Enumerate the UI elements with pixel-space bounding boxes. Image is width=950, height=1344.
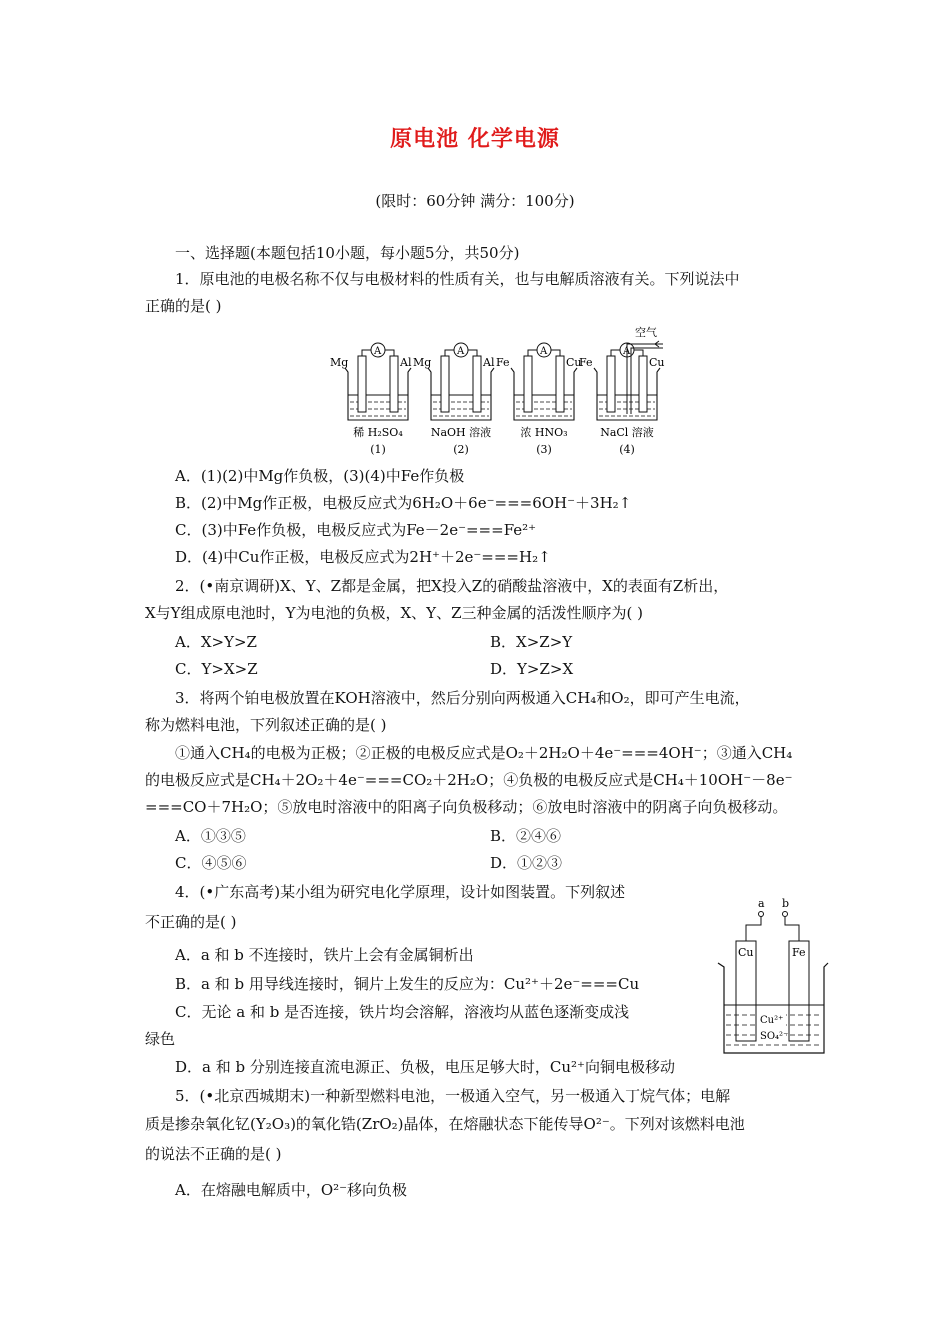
terminal-b-label: b bbox=[782, 897, 790, 910]
cell-right-electrode-label: Al bbox=[400, 356, 412, 369]
cell-wire bbox=[445, 350, 454, 356]
q2-option-a: A．X>Y>Z bbox=[175, 633, 257, 651]
cell-left-electrode bbox=[441, 356, 449, 412]
cell-wire bbox=[385, 350, 394, 356]
q1-stem-line2: 正确的是( ) bbox=[145, 297, 222, 315]
q4-stem-line2: 不正确的是( ) bbox=[145, 913, 237, 931]
q2-option-d: D．Y>Z>X bbox=[490, 660, 574, 678]
cell-number-label: (3) bbox=[536, 443, 552, 456]
terminal-a-label: a bbox=[758, 897, 765, 910]
q3-statement-line2: 的电极反应式是CH₄＋2O₂＋4e⁻===CO₂＋2H₂O；④负极的电极反应式是CH₄＋10OH⁻－8e⁻ bbox=[145, 771, 793, 789]
q1-option-d: D．(4)中Cu作正极，电极反应式为2H⁺＋2e⁻===H₂↑ bbox=[175, 548, 551, 566]
terminal-a-dot bbox=[759, 912, 764, 917]
ammeter-label: A bbox=[374, 346, 382, 357]
air-label: 空气 bbox=[635, 326, 657, 339]
q2-option-b: B．X>Z>Y bbox=[490, 633, 573, 651]
q3-option-a: A．①③⑤ bbox=[175, 827, 246, 845]
wire-a bbox=[746, 917, 761, 941]
cell-right-electrode-label: Cu bbox=[649, 356, 665, 369]
cell-right-electrode bbox=[556, 356, 564, 412]
ammeter-label: A bbox=[457, 346, 465, 357]
cell-solution-label: NaOH 溶液 bbox=[430, 426, 492, 439]
q3-stem-line1: 3．将两个铂电极放置在KOH溶液中，然后分别向两极通入CH₄和O₂，即可产生电流， bbox=[175, 689, 750, 707]
cell-wire bbox=[634, 350, 643, 356]
q1-option-c: C．(3)中Fe作负极，电极反应式为Fe－2e⁻===Fe²⁺ bbox=[175, 521, 537, 539]
q3-option-d: D．①②③ bbox=[490, 854, 563, 872]
section-heading: 一、选择题(本题包括10小题，每小题5分，共50分) bbox=[175, 244, 520, 262]
cell-solution-label: 浓 HNO₃ bbox=[520, 426, 568, 439]
page-title: 原电池 化学电源 bbox=[390, 126, 560, 152]
cell-left-electrode-label: Fe bbox=[579, 356, 593, 369]
cell-right-electrode-label: Cu bbox=[566, 356, 582, 369]
cell-solution-label: 稀 H₂SO₄ bbox=[353, 426, 403, 439]
cell-left-electrode-label: Fe bbox=[496, 356, 510, 369]
time-limit-subtitle: (限时：60分钟 满分：100分) bbox=[375, 192, 575, 210]
cell-wire bbox=[611, 350, 620, 356]
sulfate-ion-label: SO₄²⁻ bbox=[760, 1031, 789, 1042]
q5-stem-line1: 5．(•北京西城期末)一种新型燃料电池，一极通入空气，另一极通入丁烷气体；电解 bbox=[175, 1087, 731, 1105]
cell-wire bbox=[468, 350, 477, 356]
q4-option-b: B．a 和 b 用导线连接时，铜片上发生的反应为：Cu²⁺＋2e⁻===Cu bbox=[175, 975, 640, 993]
cell-wire bbox=[528, 350, 537, 356]
cell-right-electrode bbox=[390, 356, 398, 412]
terminal-b-dot bbox=[783, 912, 788, 917]
q5-stem-line2: 质是掺杂氧化钇(Y₂O₃)的氧化锆(ZrO₂)晶体，在熔融状态下能传导O²⁻。下列对该燃料电池 bbox=[145, 1115, 745, 1133]
cell-left-electrode bbox=[524, 356, 532, 412]
q4-option-c-line1: C．无论 a 和 b 是否连接，铁片均会溶解，溶液均从蓝色逐渐变成浅 bbox=[175, 1003, 630, 1021]
ammeter-label: A bbox=[540, 346, 548, 357]
q3-statement-line1: ①通入CH₄的电极为正极；②正极的电极反应式是O₂＋2H₂O＋4e⁻===4OH⁻；③通入CH₄ bbox=[175, 744, 793, 762]
q4-option-c-line2: 绿色 bbox=[145, 1030, 176, 1048]
q1-option-a: A．(1)(2)中Mg作负极，(3)(4)中Fe作负极 bbox=[175, 467, 465, 485]
q5-stem-line3: 的说法不正确的是( ) bbox=[145, 1145, 282, 1163]
q3-statement-line3: ===CO＋7H₂O；⑤放电时溶液中的阳离子向负极移动；⑥放电时溶液中的阴离子向负极移动。 bbox=[145, 798, 788, 816]
q4-option-d: D．a 和 b 分别连接直流电源正、负极，电压足够大时，Cu²⁺向铜电极移动 bbox=[175, 1058, 675, 1076]
cell-wire bbox=[362, 350, 371, 356]
cell-beaker bbox=[428, 368, 494, 420]
cell-left-electrode bbox=[358, 356, 366, 412]
q3-option-c: C．④⑤⑥ bbox=[175, 854, 247, 872]
cell-number-label: (1) bbox=[370, 443, 386, 456]
cell-number-label: (2) bbox=[453, 443, 469, 456]
ammeter-label: A bbox=[623, 346, 631, 357]
cell-beaker bbox=[511, 368, 577, 420]
cell-right-electrode-label: Al bbox=[483, 356, 495, 369]
cu-ion-label: Cu²⁺ bbox=[760, 1015, 784, 1026]
q5-option-a: A．在熔融电解质中，O²⁻移向负极 bbox=[175, 1181, 408, 1199]
q1-option-b: B．(2)中Mg作正极，电极反应式为6H₂O＋6e⁻===6OH⁻＋3H₂↑ bbox=[175, 494, 632, 512]
q4-stem-line1: 4．(•广东高考)某小组为研究电化学原理，设计如图装置。下列叙述 bbox=[175, 883, 626, 901]
q4-apparatus-figure bbox=[712, 895, 832, 1057]
q2-stem-line1: 2．(•南京调研)X、Y、Z都是金属，把X投入Z的硝酸盐溶液中，X的表面有Z析出， bbox=[175, 577, 729, 595]
q2-option-c: C．Y>X>Z bbox=[175, 660, 258, 678]
q4-option-a: A．a 和 b 不连接时，铁片上会有金属铜析出 bbox=[175, 946, 474, 964]
cell-solution-label: NaCl 溶液 bbox=[600, 426, 654, 439]
wire-b bbox=[785, 917, 799, 941]
cell-left-electrode-label: Mg bbox=[413, 356, 432, 369]
fe-electrode-label: Fe bbox=[792, 946, 806, 959]
cell-right-electrode bbox=[639, 356, 647, 412]
q3-stem-line2: 称为燃料电池，下列叙述正确的是( ) bbox=[145, 716, 387, 734]
cell-beaker bbox=[345, 368, 411, 420]
cell-left-electrode bbox=[607, 356, 615, 412]
q3-option-b: B．②④⑥ bbox=[490, 827, 562, 845]
cell-right-electrode bbox=[473, 356, 481, 412]
cell-left-electrode-label: Mg bbox=[330, 356, 349, 369]
cu-electrode-label: Cu bbox=[738, 946, 754, 959]
cell-number-label: (4) bbox=[619, 443, 635, 456]
q1-cells-figure bbox=[330, 322, 665, 462]
cell-wire bbox=[551, 350, 560, 356]
q2-stem-line2: X与Y组成原电池时，Y为电池的负极，X、Y、Z三种金属的活泼性顺序为( ) bbox=[145, 604, 643, 622]
q1-stem-line1: 1．原电池的电极名称不仅与电极材料的性质有关，也与电解质溶液有关。下列说法中 bbox=[175, 270, 740, 288]
